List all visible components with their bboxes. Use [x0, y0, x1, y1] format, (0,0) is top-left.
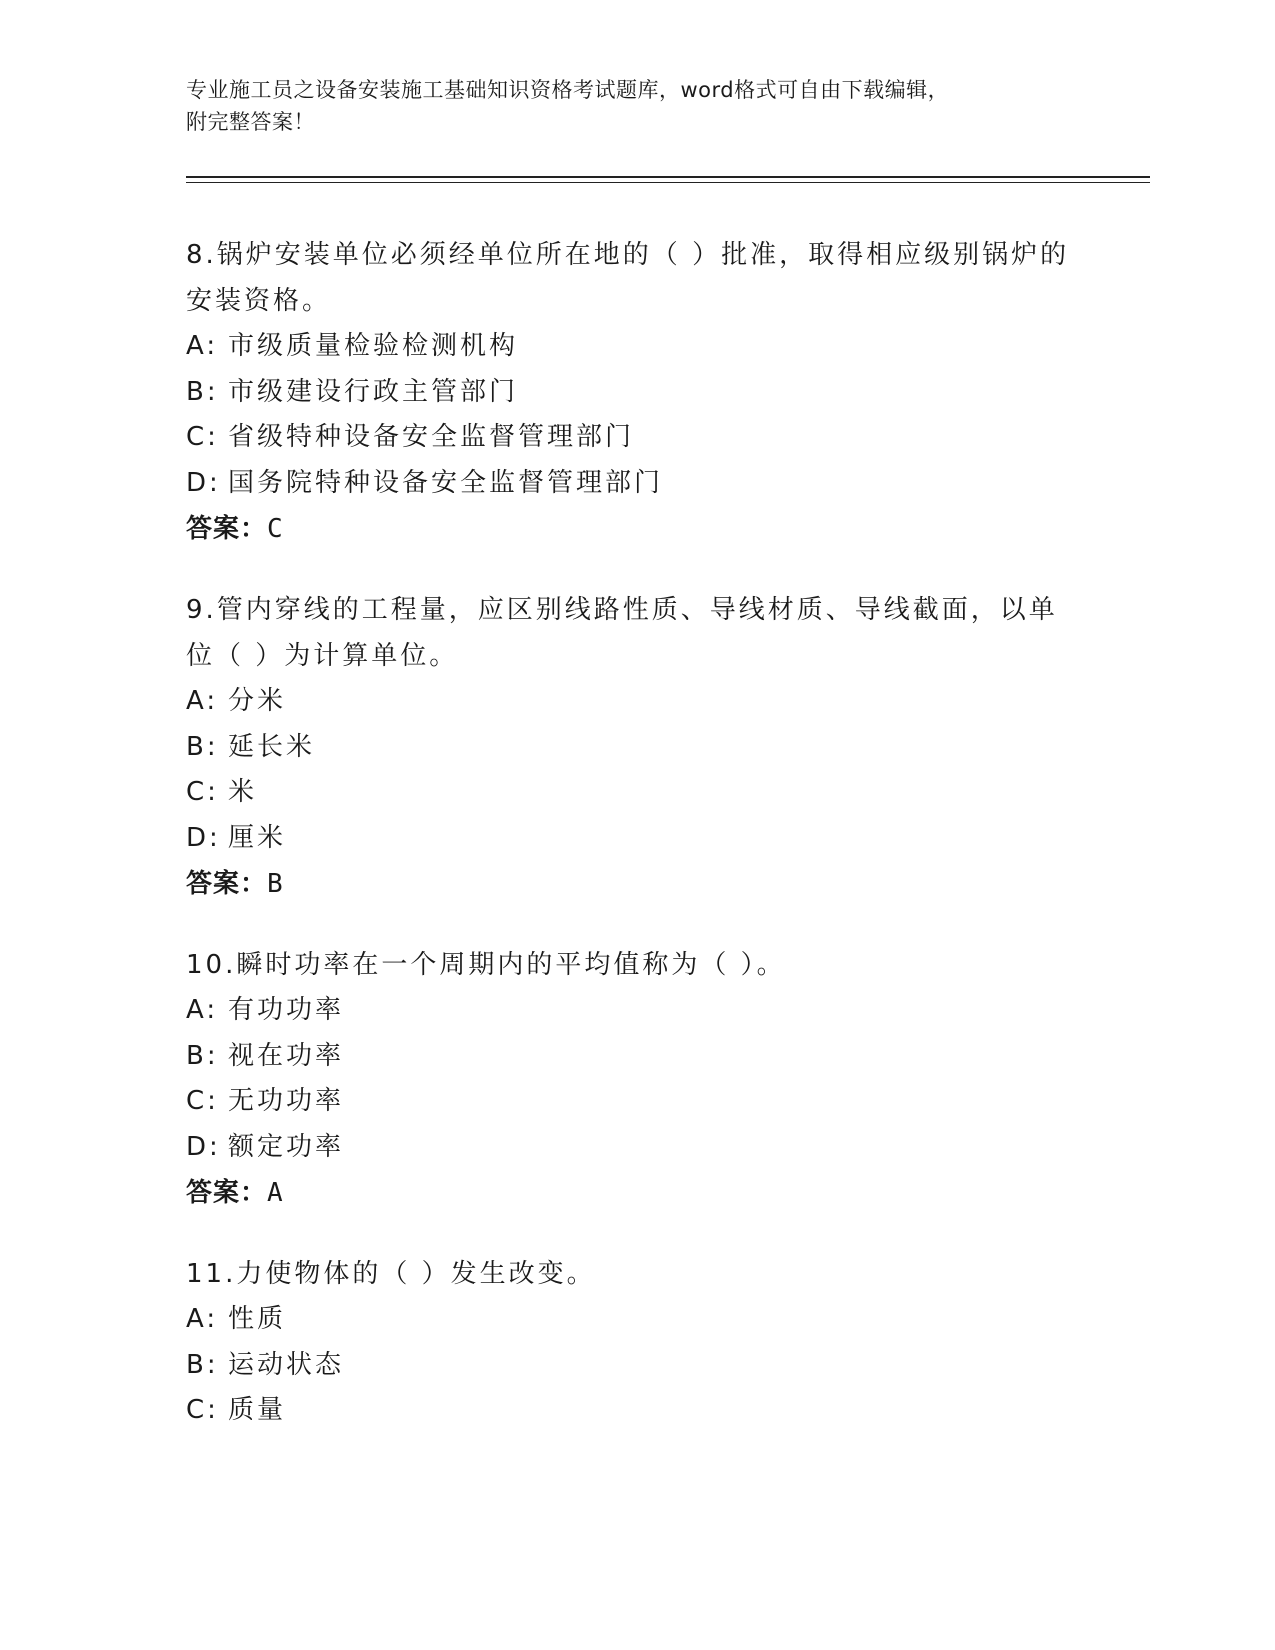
option-key: A: — [186, 331, 219, 361]
answer-label: 答案： — [186, 869, 268, 899]
option-b — [186, 370, 1086, 416]
header-divider-thin — [186, 182, 1150, 183]
header-line-1: 专业施工员之设备安装施工基础知识资格考试题库，word格式可自由下载编辑， — [186, 78, 950, 102]
option-d — [186, 816, 1086, 862]
question-stem: 10.瞬时功率在一个周期内的平均值称为（ ）。 — [186, 950, 786, 980]
option-b — [186, 725, 1086, 771]
question-stem: 9.管内穿线的工程量，应区别线路性质、导线材质、导线截面，以单位（ ）为计算单位。 — [186, 595, 1058, 671]
option-text: 省级特种设备安全监督管理部门 — [228, 422, 635, 452]
question-11 — [186, 1251, 1086, 1434]
option-c — [186, 1388, 1086, 1434]
question-list — [186, 232, 1086, 1469]
option-key: A: — [186, 1304, 219, 1334]
question-10 — [186, 942, 1086, 1216]
option-text: 分米 — [228, 686, 287, 716]
option-text: 市级建设行政主管部门 — [228, 376, 519, 407]
option-key: D: — [186, 822, 221, 853]
option-c — [186, 415, 1086, 461]
answer-label: 答案： — [186, 514, 268, 544]
question-8 — [186, 232, 1086, 552]
option-key: C: — [186, 1086, 219, 1116]
option-key: B: — [186, 731, 219, 762]
option-key: C: — [186, 422, 219, 452]
answer-value: C — [267, 514, 284, 544]
option-text: 性质 — [228, 1304, 287, 1334]
answer-line — [186, 1170, 1086, 1216]
option-key: D: — [186, 467, 221, 498]
option-key: C: — [186, 1395, 219, 1425]
option-text: 无功功率 — [228, 1086, 345, 1116]
answer-line — [186, 506, 1086, 552]
answer-value: B — [267, 869, 284, 899]
option-text: 延长米 — [228, 731, 316, 762]
option-text: 市级质量检验检测机构 — [228, 331, 519, 361]
option-d — [186, 1125, 1086, 1171]
option-c — [186, 770, 1086, 816]
header-divider-thick — [186, 176, 1150, 178]
option-key: B: — [186, 1040, 219, 1071]
option-text: 米 — [228, 777, 258, 807]
option-text: 厘米 — [228, 822, 287, 853]
option-key: C: — [186, 777, 219, 807]
option-a — [186, 324, 1086, 370]
option-key: B: — [186, 376, 219, 407]
option-text: 视在功率 — [228, 1040, 345, 1071]
option-d — [186, 461, 1086, 507]
option-text: 有功功率 — [228, 995, 345, 1025]
option-text: 额定功率 — [228, 1131, 345, 1162]
answer-value: A — [267, 1178, 284, 1208]
document-header — [186, 74, 1086, 138]
option-a — [186, 988, 1086, 1034]
option-key: A: — [186, 686, 219, 716]
question-9 — [186, 587, 1086, 907]
answer-line — [186, 861, 1086, 907]
question-stem: 8.锅炉安装单位必须经单位所在地的（ ）批准，取得相应级别锅炉的安装资格。 — [186, 240, 1070, 316]
option-a — [186, 1297, 1086, 1343]
answer-label: 答案： — [186, 1178, 268, 1208]
option-c — [186, 1079, 1086, 1125]
option-text: 国务院特种设备安全监督管理部门 — [228, 467, 664, 498]
option-b — [186, 1343, 1086, 1389]
option-a — [186, 679, 1086, 725]
option-key: B: — [186, 1349, 219, 1380]
option-text: 运动状态 — [228, 1349, 345, 1380]
option-b — [186, 1034, 1086, 1080]
option-key: A: — [186, 995, 219, 1025]
option-text: 质量 — [228, 1395, 287, 1425]
question-stem: 11.力使物体的（ ）发生改变。 — [186, 1259, 596, 1289]
option-key: D: — [186, 1131, 221, 1162]
header-line-2: 附完整答案！ — [186, 110, 315, 134]
